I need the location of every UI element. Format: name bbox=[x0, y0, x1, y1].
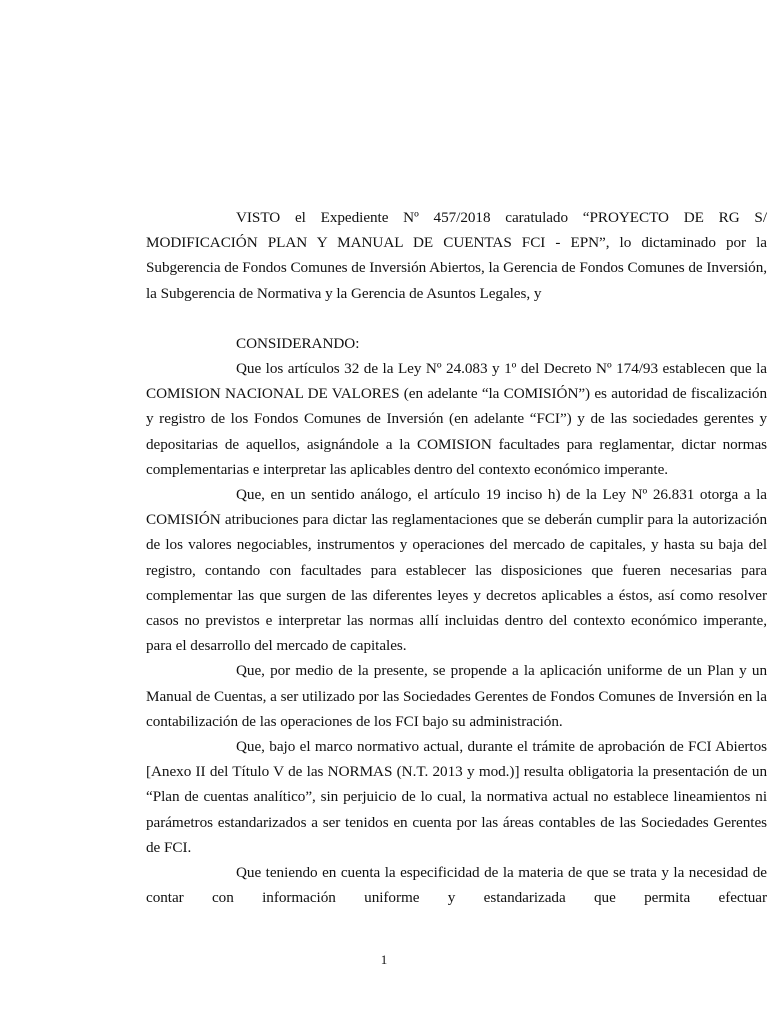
considerando-heading: CONSIDERANDO: bbox=[236, 334, 360, 352]
paragraph-3: Que, por medio de la presente, se propende a la aplicación uniforme de un Plan y un Manual de Cuentas, a ser utilizado por las Sociedades Gerentes de Fondos Comunes de Inversión en la contabilización de las operaciones de los FCI bajo su administración. bbox=[146, 662, 767, 730]
paragraph-1: Que los artículos 32 de la Ley Nº 24.083 y 1º del Decreto Nº 174/93 establecen que la COMISION NACIONAL DE VALORES (en adelante “la COMISIÓN”) es autoridad de fiscalización y registro de los Fondos Comunes de Inversión (en adelante “FCI”) y de las sociedades gerentes y depositarias de aquellos, asignándole a la COMISION facultades para reglamentar, dictar normas complementarias e interpretar las aplicables dentro del contexto económico imperante. bbox=[146, 360, 767, 478]
page-number: 1 bbox=[380, 952, 388, 967]
paragraph-5: Que teniendo en cuenta la especificidad de la materia de que se trata y la necesidad de contar con información uniforme y estandarizada que permita efectuar bbox=[146, 864, 767, 907]
intro-paragraph: VISTO el Expediente Nº 457/2018 caratulado “PROYECTO DE RG S/ MODIFICACIÓN PLAN Y MANUAL DE CUENTAS FCI - EPN”, lo dictaminado por la Subgerencia de Fondos Comunes de Inversión Abiertos, la Gerencia de Fondos Comunes de Inversión, la Subgerencia de Normativa y la Gerencia de Asuntos Legales, y bbox=[146, 209, 767, 302]
document-body bbox=[146, 205, 767, 910]
paragraph-spacer bbox=[146, 306, 767, 331]
paragraph-2: Que, en un sentido análogo, el artículo 19 inciso h) de la Ley Nº 26.831 otorga a la COMISIÓN atribuciones para dictar las reglamentaciones que se deberán cumplir para la autorización de los valores negociables, instrumentos y operaciones del mercado de capitales, y hasta su baja del registro, contando con facultades para establecer las disposiciones que fueren necesarias para complementar las que surgen de las diferentes leyes y decretos aplicables a éstos, así como resolver casos no previstos e interpretar las normas allí incluidas dentro del contexto económico imperante, para el desarrollo del mercado de capitales. bbox=[146, 486, 767, 655]
paragraph-4: Que, bajo el marco normativo actual, durante el trámite de aprobación de FCI Abiertos [Anexo II del Título V de las NORMAS (N.T. 2013 y mod.)] resulta obligatoria la presentación de un “Plan de cuentas analítico”, sin perjuicio de lo cual, la normativa actual no establece lineamientos ni parámetros estandarizados a ser tenidos en cuenta por las áreas contables de las Sociedades Gerentes de FCI. bbox=[146, 738, 767, 856]
